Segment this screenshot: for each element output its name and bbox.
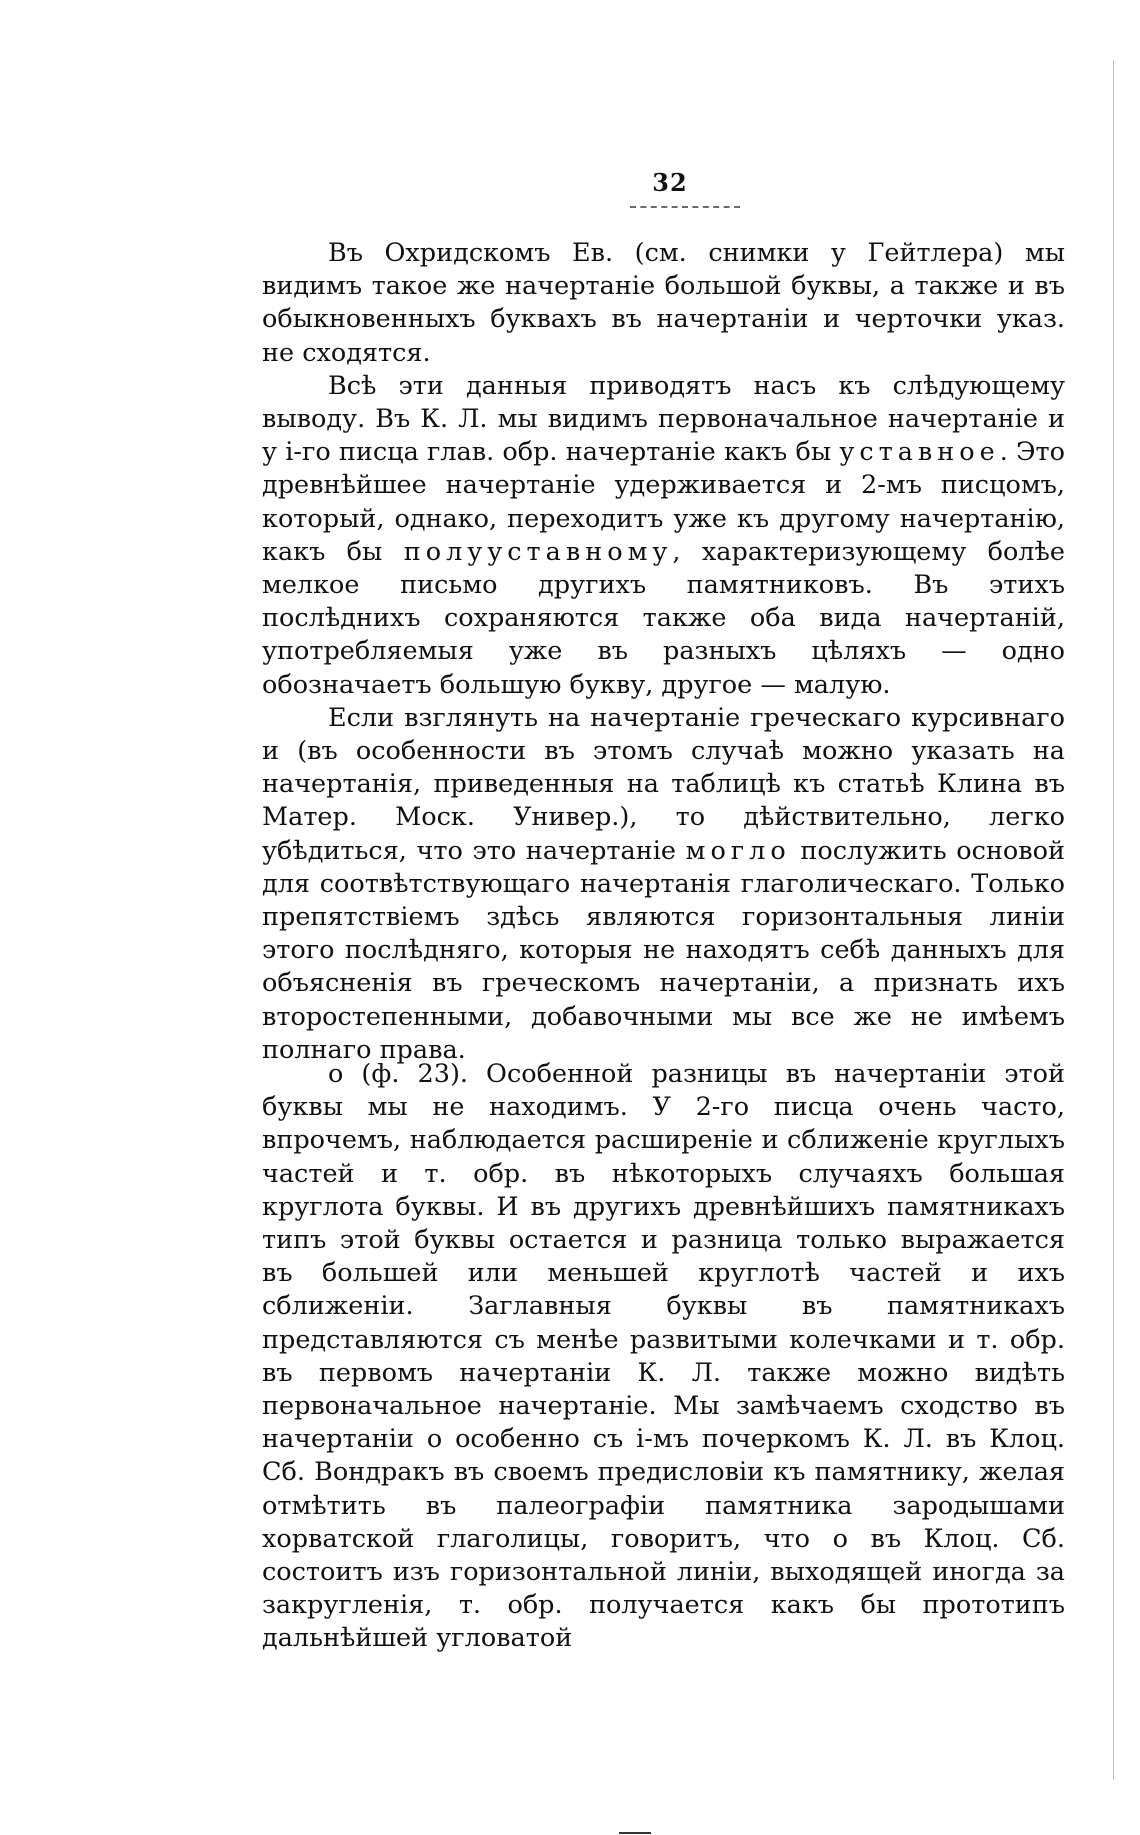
page-edge-line xyxy=(1113,60,1114,1780)
spaced-emphasis: могло xyxy=(685,835,791,866)
text-section-two xyxy=(262,1058,1065,1656)
text-run: , характеризующему болѣе мелкое письмо другихъ памятниковъ. Въ этихъ послѣднихъ сохраняются также оба вида начертаній, употребляемыя уже въ разныхъ цѣляхъ — одно обозначаетъ большую букву, другое — малую. xyxy=(262,536,1065,700)
paragraph xyxy=(262,370,1065,702)
bottom-mark xyxy=(619,1832,651,1834)
spaced-emphasis: уставное xyxy=(839,437,1000,468)
text-section-one xyxy=(262,237,1065,1067)
page-number-underline xyxy=(630,206,740,208)
text-run: послужить основой для соотвѣтствующаго начертанія глаголическаго. Только препятствіемъ здѣсь являются горизонтальныя линіи этого послѣдняго, которыя не находятъ себѣ данныхъ для объясненія въ греческомъ начертаніи, а признать ихъ второстепенными, добавочными мы все же не имѣемъ полнаго права. xyxy=(262,835,1065,1065)
spaced-emphasis: полууставному xyxy=(403,536,673,567)
text-run: . Это древнѣйшее начертаніе удерживается и 2-мъ писцомъ, который, однако, переходитъ уже къ другому начертанію, какъ бы xyxy=(262,437,1065,567)
paragraph: о (ф. 23). Особенной разницы въ начертаніи этой буквы мы не находимъ. У 2-го писца очень часто, впрочемъ, наблюдается расширеніе и сближеніе круглыхъ частей и т. обр. въ нѣкоторыхъ случаяхъ большая круглота буквы. И въ другихъ древнѣйшихъ памятникахъ типъ этой буквы остается и разница только выражается въ большей или меньшей круглотѣ частей и ихъ сближеніи. Заглавныя буквы въ памятникахъ представляются съ менѣе развитыми колечками и т. обр. въ первомъ начертаніи К. Л. также можно видѣть первоначальное начертаніе. Мы замѣчаемъ сходство въ начертаніи о особенно съ і-мъ почеркомъ К. Л. въ Клоц. Сб. Вондракъ въ своемъ предисловіи къ памятнику, желая отмѣтить въ палеографіи памятника зародышами хорватской глаголицы, говоритъ, что о въ Клоц. Сб. состоитъ изъ горизонтальной линіи, выходящей иногда за закругленія, т. обр. получается какъ бы прототипъ дальнѣйшей угловатой xyxy=(262,1059,1065,1654)
page-number: 32 xyxy=(652,168,688,197)
text-run: Всѣ эти данныя приводятъ насъ къ слѣдующему выводу. Въ К. Л. мы видимъ первоначальное начертаніе и у і-го писца глав. обр. начертаніе какъ бы xyxy=(262,370,1065,468)
paragraph xyxy=(262,702,1065,1067)
paragraph: Въ Охридскомъ Ев. (см. снимки у Гейтлера) мы видимъ такое же начертаніе большой буквы, а также и въ обыкновенныхъ буквахъ въ начертаніи и черточки указ. не сходятся. xyxy=(262,238,1065,368)
text-run: Если взглянуть на начертаніе греческаго курсивнаго и (въ особенности въ этомъ случаѣ можно указать на начертанія, приведенныя на таблицѣ къ статьѣ Клина въ Матер. Моск. Универ.), то дѣйствительно, легко убѣдиться, что это начертаніе xyxy=(262,702,1065,866)
